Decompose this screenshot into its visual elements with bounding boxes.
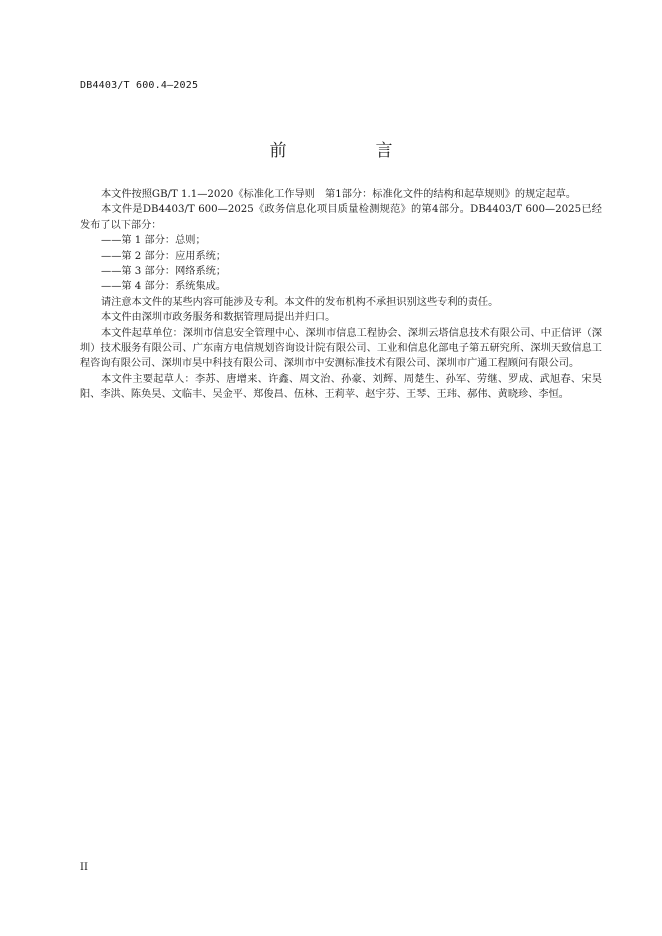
list-item-part-1: ——第 1 部分：总则；: [101, 235, 206, 247]
list-item-part-3: ——第 3 部分：网络系统；: [101, 266, 227, 278]
page-title: 前 言: [269, 141, 429, 161]
paragraph-drafters: 本文件主要起草人：李苏、唐增来、许鑫、周文治、孙豪、刘辉、周楚生、孙军、劳继、罗成、武旭春、宋昊阳、李洪、陈奂昊、文临丰、吴金平、郑俊昌、伍林、王莉苹、赵宇芬、王琴、王玮、郝伟、黄晓珍、李恒。: [80, 373, 602, 401]
paragraph-drafting-rules: 本文件按照GB/T 1.1—2020《标准化工作导则 第1部分：标准化文件的结构和起草规则》的规定起草。: [101, 189, 577, 200]
document-body: [80, 187, 602, 403]
paragraph-drafting-units: 本文件起草单位：深圳市信息安全管理中心、深圳市信息工程协会、深圳云塔信息技术有限公司、中正信评（深圳）技术服务有限公司、广东南方电信规划咨询设计院有限公司、工业和信息化部电子第五研究所、深圳天致信息工程咨询有限公司、深圳市昊中科技有限公司、深圳市中安测标准技术有限公司、深圳市广通工程顾问有限公司。: [80, 327, 602, 370]
standard-code: DB4403/T 600.4—2025: [80, 80, 199, 91]
paragraph-patent-notice: 请注意本文件的某些内容可能涉及专利。本文件的发布机构不承担识别这些专利的责任。: [101, 296, 499, 308]
list-item-part-2: ——第 2 部分：应用系统；: [101, 250, 227, 262]
paragraph-part-info: 本文件是DB4403/T 600—2025《政务信息化项目质量检测规范》的第4部分。DB4403/T 600—2025已经发布了以下部分：: [80, 204, 602, 231]
page-number: II: [80, 862, 88, 873]
list-item-part-4: ——第 4 部分：系统集成。: [101, 281, 227, 293]
paragraph-proposer: 本文件由深圳市政务服务和数据管理局提出并归口。: [101, 312, 336, 324]
